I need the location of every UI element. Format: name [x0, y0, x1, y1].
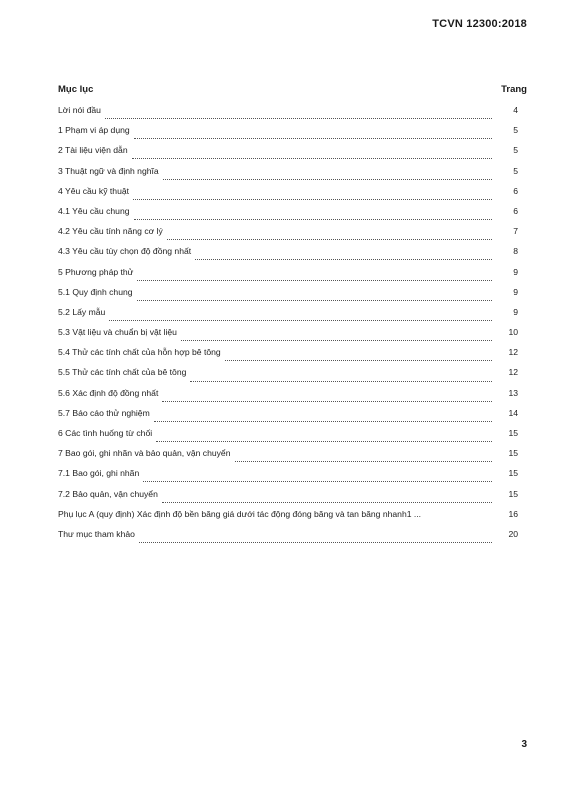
toc-entry-page: 9: [513, 286, 518, 297]
toc-entry: [58, 246, 518, 266]
toc-entry-page: 6: [513, 185, 518, 196]
toc-header: [58, 84, 527, 95]
toc-entry-label: 5.1 Quy định chung: [58, 286, 133, 297]
toc-entry-page: 13: [508, 387, 518, 398]
toc-entry: [58, 166, 518, 186]
toc-entry-page: 9: [513, 266, 518, 277]
toc-entry-label: 5.2 Lấy mẫu: [58, 306, 106, 317]
toc-dot-leader: [105, 117, 492, 119]
toc-entry: [58, 287, 518, 307]
toc-entry-label: 5.7 Báo cáo thử nghiệm: [58, 407, 150, 418]
toc-entry-label: 4.1 Yêu cầu chung: [58, 205, 130, 216]
toc-dot-leader: [181, 339, 492, 341]
toc-entry-page: 15: [508, 468, 518, 479]
toc-entry-label: 5.5 Thử các tính chất của bê tông: [58, 367, 187, 378]
toc-entry: [58, 347, 518, 367]
toc-dot-leader: [162, 400, 492, 402]
toc-dot-leader: [132, 157, 492, 159]
toc-entry: [58, 307, 518, 327]
toc-entry: [58, 186, 518, 206]
toc-entry-page: 6: [513, 205, 518, 216]
toc-entry-label: 4.3 Yêu cầu tùy chọn độ đồng nhất: [58, 246, 192, 257]
toc-entry-page: 5: [513, 145, 518, 156]
toc-dot-leader: [235, 460, 493, 462]
toc-entry-label: 6 Các tình huống từ chối: [58, 428, 153, 438]
toc-entry: [58, 529, 518, 549]
toc-entry: [58, 105, 518, 125]
toc-entry: [58, 408, 518, 428]
toc-entry-label: 3 Thuật ngữ và định nghĩa: [58, 165, 159, 176]
toc-entry-label: 7.1 Bao gói, ghi nhãn: [58, 468, 140, 479]
toc-dot-leader: [162, 501, 492, 503]
toc-entry-page: 5: [513, 165, 518, 176]
toc-dot-leader: [134, 137, 492, 139]
toc-entry-page: 20: [508, 528, 518, 539]
toc-entry-label: 4.2 Yêu cầu tính năng cơ lý: [58, 226, 163, 237]
toc-entry-label: 5 Phương pháp thử: [58, 266, 134, 277]
toc-dot-leader: [139, 541, 492, 543]
toc-entry-label: Thư mục tham khảo: [58, 528, 135, 539]
toc-entry-page: 12: [508, 347, 518, 358]
toc-entry-page: 5: [513, 125, 518, 136]
toc-entry: [58, 428, 518, 448]
toc-entry-page: 14: [508, 407, 518, 418]
toc-entry-page: 9: [513, 306, 518, 317]
toc-dot-leader: [163, 178, 492, 180]
toc-dot-leader: [137, 279, 492, 281]
toc-dot-leader: [156, 440, 492, 442]
toc-entry: [58, 367, 518, 387]
toc-dot-leader: [134, 218, 492, 220]
toc-entry: [58, 226, 518, 246]
toc-entry-label: 5.4 Thử các tính chất của hỗn hợp bê tông: [58, 347, 221, 358]
toc-dot-leader: [137, 299, 492, 301]
toc-entry-page: 15: [508, 428, 518, 438]
toc-entry: [58, 448, 518, 468]
toc-entry-label: 5.3 Vật liệu và chuẩn bị vật liệu: [58, 327, 177, 338]
toc-entry-label: 2 Tài liệu viện dẫn: [58, 145, 128, 156]
toc-entry-label: 5.6 Xác định độ đồng nhất: [58, 387, 159, 398]
toc-entry-label: 1 Phạm vi áp dụng: [58, 125, 130, 136]
toc-entry: [58, 468, 518, 488]
toc-dot-leader: [225, 359, 492, 361]
toc-dot-leader: [190, 380, 492, 382]
toc-entry: [58, 145, 518, 165]
toc-dot-leader: [167, 238, 492, 240]
table-of-contents: [58, 105, 518, 549]
page-number: 3: [521, 739, 527, 750]
toc-entry-label: Phụ lục A (quy định) Xác định độ bền băng giá dưới tác động đóng băng và tan băng nhanh1 ...: [58, 508, 422, 519]
toc-entry-page: 15: [508, 448, 518, 459]
toc-title: Mục lục: [58, 84, 94, 95]
toc-entry-page: 12: [508, 367, 518, 378]
toc-page-column-label: Trang: [501, 84, 527, 95]
toc-dot-leader: [143, 480, 492, 482]
toc-entry: [58, 206, 518, 226]
toc-dot-leader: [133, 198, 492, 200]
document-code: TCVN 12300:2018: [432, 18, 527, 30]
toc-entry-label: 7.2 Bảo quản, vận chuyển: [58, 488, 158, 499]
toc-dot-leader: [195, 258, 492, 260]
toc-entry: [58, 327, 518, 347]
toc-entry-page: 15: [508, 488, 518, 499]
toc-entry: [58, 388, 518, 408]
toc-entry-page: 7: [513, 226, 518, 237]
toc-entry-label: 4 Yêu cầu kỹ thuật: [58, 185, 130, 196]
toc-dot-leader: [109, 319, 492, 321]
toc-entry-page: 10: [508, 327, 518, 338]
toc-entry: [58, 267, 518, 287]
toc-entry-label: Lời nói đầu: [58, 105, 101, 115]
toc-entry-label: 7 Bao gói, ghi nhãn và bảo quản, vận chuyển: [58, 448, 231, 459]
toc-entry-page: 4: [513, 105, 518, 115]
toc-entry: [58, 125, 518, 145]
toc-entry: [58, 489, 518, 509]
toc-entry-page: 16: [508, 508, 518, 519]
toc-entry-page: 8: [513, 246, 518, 257]
toc-dot-leader: [154, 420, 492, 422]
toc-entry: [58, 509, 518, 529]
